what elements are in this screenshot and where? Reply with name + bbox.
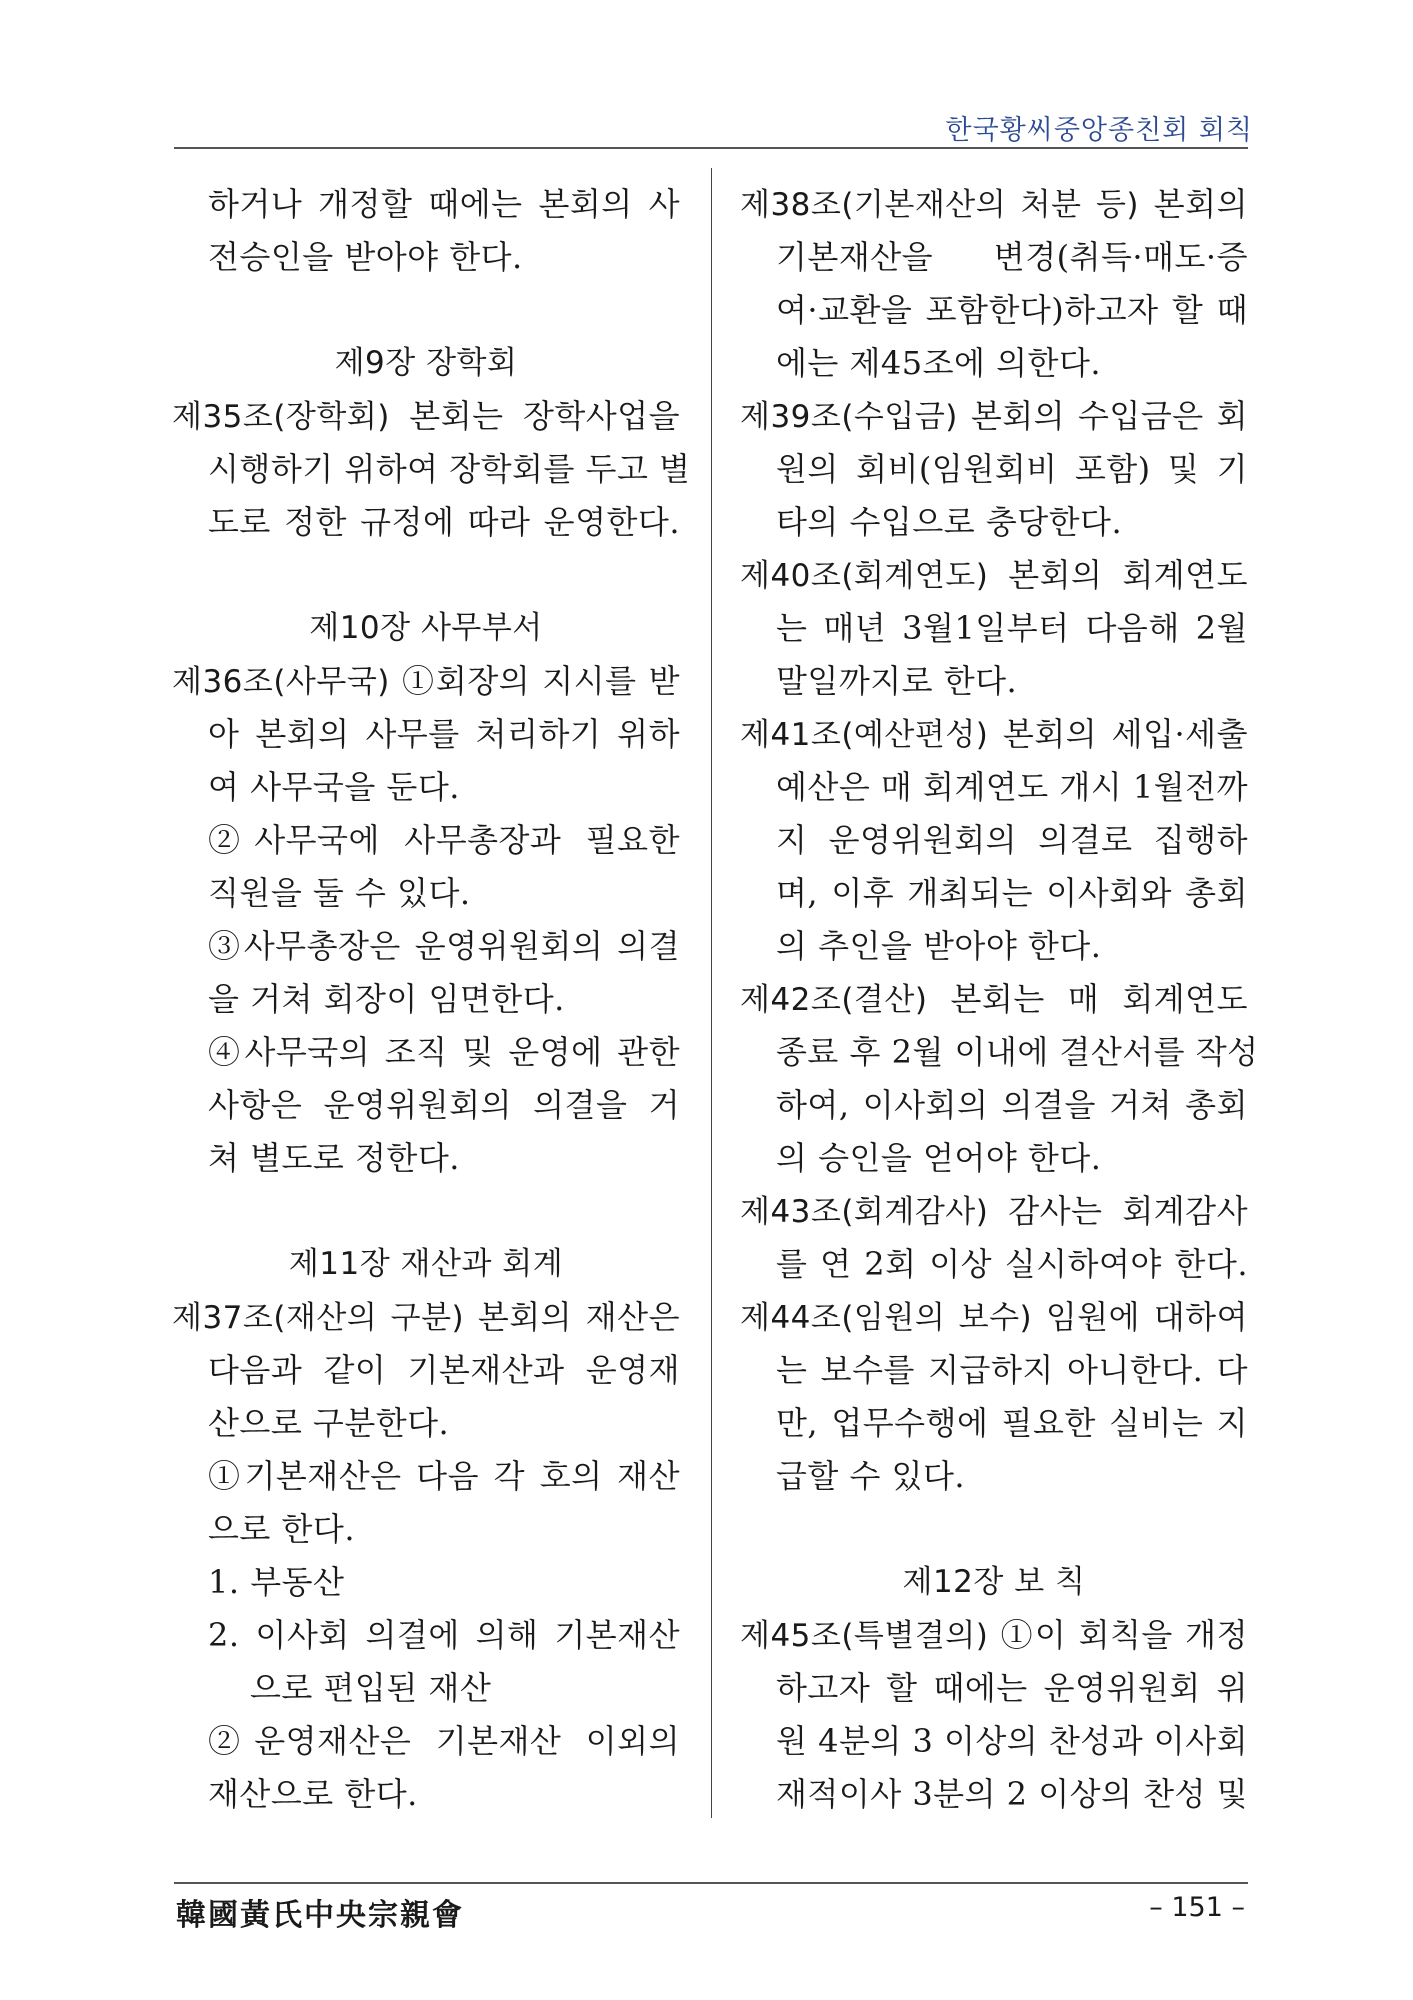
text-line: 의 승인을 얻어야 한다.: [776, 1139, 1102, 1177]
text: 임원에 대하여: [1045, 1298, 1248, 1336]
text-line: 시행하기 위하여 장학회를 두고 별: [208, 450, 691, 488]
text-line: ②사무국에 사무총장과 필요한: [208, 821, 680, 859]
text-line: 사항은 운영위원회의 의결을 거: [208, 1086, 680, 1124]
article-title: 제40조(회계연도): [740, 558, 989, 594]
column-divider: [711, 168, 712, 1818]
text-line: 쳐 별도로 정한다.: [208, 1139, 460, 1177]
text: 본회는 장학사업을: [409, 397, 681, 435]
text-line: 전승인을 받아야 한다.: [208, 238, 523, 276]
list-item: 2. 이사회 의결에 의해 기본재산: [208, 1616, 680, 1654]
text: 본회의 재산은: [477, 1298, 680, 1336]
list-item: 1. 부동산: [208, 1563, 345, 1601]
article-line: [172, 390, 680, 443]
text-line: 직원을 둘 수 있다.: [208, 874, 471, 912]
text-line: ④사무국의 조직 및 운영에 관한: [208, 1033, 680, 1071]
text: 본회는 매 회계연도: [950, 980, 1248, 1018]
header-rule: [174, 147, 1248, 149]
footer-organization: 韓國黃氏中央宗親會: [176, 1898, 464, 1933]
article-title: 제36조(사무국): [172, 664, 390, 700]
text-line: 하여, 이사회의 의결을 거쳐 총회: [776, 1086, 1248, 1124]
text-line: 기본재산을 변경(취득·매도·증: [776, 238, 1248, 276]
text-line: 에는 제45조에 의한다.: [776, 344, 1102, 382]
article-title: 제42조(결산): [740, 982, 928, 1018]
text: 본회의 세입·세출: [1002, 715, 1248, 753]
article-title: 제43조(회계감사): [740, 1194, 989, 1230]
text: 본회의: [1153, 185, 1248, 223]
text-line: 아 본회의 사무를 처리하기 위하: [208, 715, 680, 753]
text-line: 며, 이후 개최되는 이사회와 총회: [776, 874, 1248, 912]
article-line: [740, 1185, 1248, 1238]
text: 감사는 회계감사: [1008, 1192, 1249, 1230]
text-line: 타의 수입으로 충당한다.: [776, 503, 1123, 541]
text-line: 으로 편입된 재산: [250, 1669, 492, 1707]
header-title: 한국황씨중앙종친회 회칙: [945, 115, 1253, 146]
article-line: [740, 973, 1248, 1026]
text-line: 종료 후 2월 이내에 결산서를 작성: [776, 1033, 1259, 1071]
article-title: 제38조(기본재산의 처분 등): [740, 187, 1139, 223]
text-line: 예산은 매 회계연도 개시 1월전까: [776, 768, 1248, 806]
right-column: [740, 178, 1259, 1821]
text-line: ②운영재산은 기본재산 이외의: [208, 1722, 680, 1760]
text-line: 하고자 할 때에는 운영위원회 위: [776, 1669, 1248, 1707]
text: 본회의 회계연도: [1008, 556, 1249, 594]
article-line: [740, 1291, 1248, 1344]
text-line: ③사무총장은 운영위원회의 의결: [208, 927, 680, 965]
text-line: 여 사무국을 둔다.: [208, 768, 460, 806]
text-line: 원의 회비(임원회비 포함) 및 기: [776, 450, 1248, 488]
text-line: 하거나 개정할 때에는 본회의 사: [208, 185, 680, 223]
text-line: 을 거쳐 회장이 임면한다.: [208, 980, 565, 1018]
text-line: 는 매년 3월1일부터 다음해 2월: [776, 609, 1248, 647]
text-line: 여·교환을 포함한다)하고자 할 때: [776, 291, 1248, 329]
text-line: 재산으로 한다.: [208, 1775, 418, 1813]
chapter-heading: 제10장 사무부서: [309, 610, 543, 646]
article-title: 제45조(특별결의): [740, 1618, 989, 1654]
footer-rule: [174, 1882, 1248, 1884]
text-line: ①기본재산은 다음 각 호의 재산: [208, 1457, 680, 1495]
text: 본회의 수입금은 회: [970, 397, 1249, 435]
text-line: 만, 업무수행에 필요한 실비는 지: [776, 1404, 1248, 1442]
article-title: 제35조(장학회): [172, 399, 390, 435]
text: ①이 회칙을 개정: [1000, 1616, 1248, 1654]
text-line: 의 추인을 받아야 한다.: [776, 927, 1102, 965]
article-title: 제44조(임원의 보수): [740, 1300, 1033, 1336]
text-line: 산으로 구분한다.: [208, 1404, 450, 1442]
left-column: [172, 178, 691, 1821]
page-number: – 151 –: [1149, 1892, 1245, 1923]
text-line: 급할 수 있다.: [776, 1457, 966, 1495]
text-line: 를 연 2회 이상 실시하여야 한다.: [776, 1245, 1248, 1283]
text-line: 재적이사 3분의 2 이상의 찬성 및: [776, 1775, 1249, 1813]
article-title: 제41조(예산편성): [740, 717, 989, 753]
chapter-heading: 제9장 장학회: [334, 345, 518, 381]
article-line: [740, 178, 1248, 231]
text-line: 지 운영위원회의 의결로 집행하: [776, 821, 1248, 859]
chapter-heading: 제11장 재산과 회계: [288, 1246, 564, 1282]
chapter-heading: 제12장 보 칙: [902, 1564, 1086, 1600]
text-line: 원 4분의 3 이상의 찬성과 이사회: [776, 1722, 1249, 1760]
article-line: [172, 655, 680, 708]
article-line: [740, 1609, 1248, 1662]
article-line: [172, 1291, 680, 1344]
article-title: 제37조(재산의 구분): [172, 1300, 465, 1336]
text-line: 다음과 같이 기본재산과 운영재: [208, 1351, 680, 1389]
text-line: 는 보수를 지급하지 아니한다. 다: [776, 1351, 1248, 1389]
text-line: 으로 한다.: [208, 1510, 355, 1548]
article-title: 제39조(수입금): [740, 399, 958, 435]
article-line: [740, 390, 1248, 443]
article-line: [740, 708, 1248, 761]
text-line: 말일까지로 한다.: [776, 662, 1018, 700]
text: ①회장의 지시를 받: [401, 662, 681, 700]
article-line: [740, 549, 1248, 602]
text-line: 도로 정한 규정에 따라 운영한다.: [208, 503, 680, 541]
